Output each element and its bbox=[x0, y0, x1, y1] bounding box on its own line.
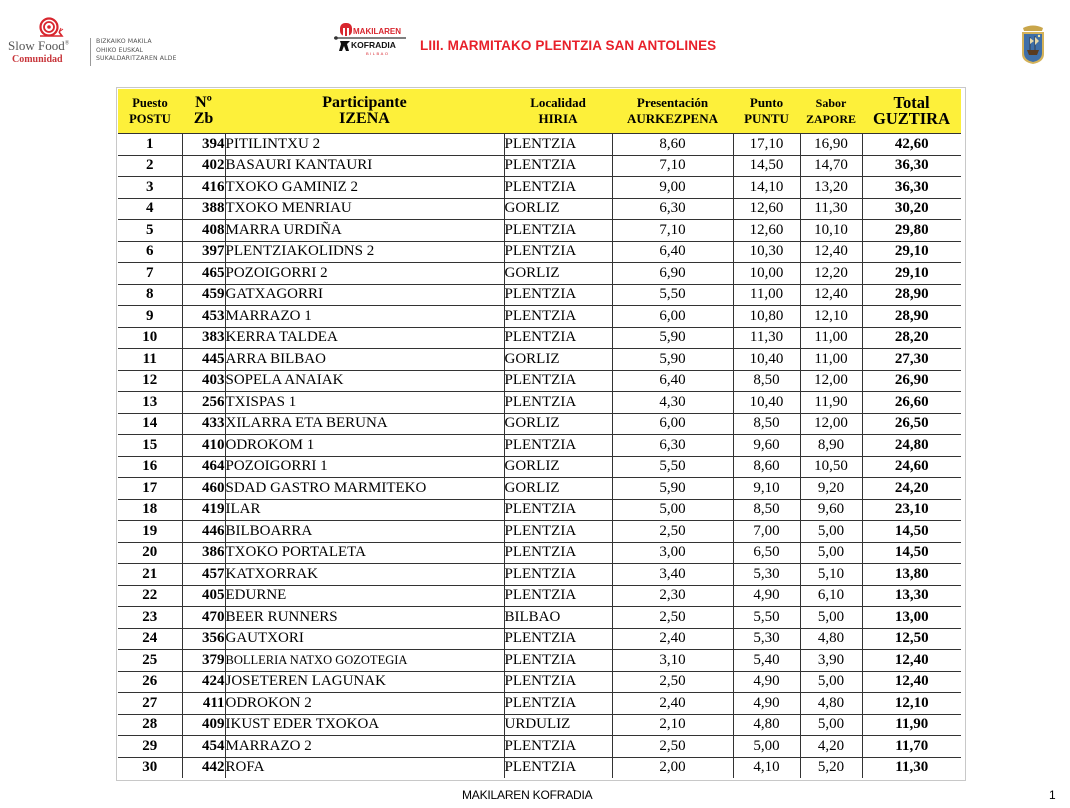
cell-locality: PLENTZIA bbox=[504, 370, 612, 392]
page-number: 1 bbox=[1049, 788, 1056, 802]
cell-position: 9 bbox=[118, 306, 182, 328]
cell-flavor: 4,80 bbox=[800, 693, 862, 715]
cell-presentation: 3,40 bbox=[612, 564, 733, 586]
table-row bbox=[118, 628, 961, 650]
cell-locality: PLENTZIA bbox=[504, 306, 612, 328]
cell-position: 15 bbox=[118, 435, 182, 457]
cell-total: 11,90 bbox=[862, 714, 961, 736]
cell-participant: EDURNE bbox=[225, 585, 504, 607]
cell-total: 12,50 bbox=[862, 628, 961, 650]
cell-position: 26 bbox=[118, 671, 182, 693]
header-punto: Punto PUNTU bbox=[733, 89, 800, 134]
cell-point: 8,50 bbox=[733, 413, 800, 435]
cell-flavor: 10,10 bbox=[800, 220, 862, 242]
cell-flavor: 9,20 bbox=[800, 478, 862, 500]
cell-position: 5 bbox=[118, 220, 182, 242]
cell-entry-number: 457 bbox=[182, 564, 225, 586]
municipal-crest-icon bbox=[1020, 22, 1046, 66]
cell-locality: PLENTZIA bbox=[504, 628, 612, 650]
cell-point: 4,90 bbox=[733, 585, 800, 607]
table-row bbox=[118, 392, 961, 414]
cell-presentation: 3,00 bbox=[612, 542, 733, 564]
cell-participant: ODROKOM 1 bbox=[225, 435, 504, 457]
cell-entry-number: 464 bbox=[182, 456, 225, 478]
cell-flavor: 5,00 bbox=[800, 542, 862, 564]
cell-participant: ILAR bbox=[225, 499, 504, 521]
cell-total: 13,80 bbox=[862, 564, 961, 586]
cell-presentation: 5,00 bbox=[612, 499, 733, 521]
cell-locality: GORLIZ bbox=[504, 456, 612, 478]
cell-position: 14 bbox=[118, 413, 182, 435]
cell-point: 6,50 bbox=[733, 542, 800, 564]
cell-participant: POZOIGORRI 1 bbox=[225, 456, 504, 478]
cell-participant: BILBOARRA bbox=[225, 521, 504, 543]
cell-entry-number: 445 bbox=[182, 349, 225, 371]
table-row bbox=[118, 693, 961, 715]
cell-participant: KATXORRAK bbox=[225, 564, 504, 586]
cell-position: 7 bbox=[118, 263, 182, 285]
snail-icon bbox=[38, 16, 64, 38]
cell-presentation: 2,40 bbox=[612, 628, 733, 650]
cell-total: 30,20 bbox=[862, 198, 961, 220]
cell-locality: GORLIZ bbox=[504, 349, 612, 371]
cell-flavor: 3,90 bbox=[800, 650, 862, 672]
cell-point: 8,50 bbox=[733, 370, 800, 392]
cell-locality: BILBAO bbox=[504, 607, 612, 629]
cell-position: 4 bbox=[118, 198, 182, 220]
cell-flavor: 12,00 bbox=[800, 370, 862, 392]
cell-total: 12,10 bbox=[862, 693, 961, 715]
cell-position: 13 bbox=[118, 392, 182, 414]
cell-presentation: 6,30 bbox=[612, 198, 733, 220]
cell-total: 29,80 bbox=[862, 220, 961, 242]
cell-position: 19 bbox=[118, 521, 182, 543]
table-header-row bbox=[118, 89, 961, 134]
cell-position: 17 bbox=[118, 478, 182, 500]
cell-presentation: 5,90 bbox=[612, 349, 733, 371]
table-row bbox=[118, 542, 961, 564]
cell-flavor: 11,90 bbox=[800, 392, 862, 414]
cell-point: 10,40 bbox=[733, 349, 800, 371]
cell-position: 6 bbox=[118, 241, 182, 263]
cell-position: 21 bbox=[118, 564, 182, 586]
cell-locality: PLENTZIA bbox=[504, 757, 612, 778]
cell-entry-number: 459 bbox=[182, 284, 225, 306]
cell-locality: PLENTZIA bbox=[504, 650, 612, 672]
cell-presentation: 4,30 bbox=[612, 392, 733, 414]
cell-participant: POZOIGORRI 2 bbox=[225, 263, 504, 285]
cell-position: 29 bbox=[118, 736, 182, 758]
cell-position: 24 bbox=[118, 628, 182, 650]
cell-total: 36,30 bbox=[862, 177, 961, 199]
cell-position: 1 bbox=[118, 134, 182, 156]
cell-participant: ODROKON 2 bbox=[225, 693, 504, 715]
table-row bbox=[118, 370, 961, 392]
cell-total: 28,90 bbox=[862, 284, 961, 306]
cell-flavor: 11,00 bbox=[800, 327, 862, 349]
cell-entry-number: 388 bbox=[182, 198, 225, 220]
cell-entry-number: 379 bbox=[182, 650, 225, 672]
cell-point: 8,60 bbox=[733, 456, 800, 478]
cell-position: 18 bbox=[118, 499, 182, 521]
table-row bbox=[118, 306, 961, 328]
cell-flavor: 14,70 bbox=[800, 155, 862, 177]
table-row bbox=[118, 435, 961, 457]
cell-presentation: 7,10 bbox=[612, 155, 733, 177]
cell-entry-number: 405 bbox=[182, 585, 225, 607]
header-presentacion: Presentación AURKEZPENA bbox=[612, 89, 733, 134]
cell-entry-number: 419 bbox=[182, 499, 225, 521]
cell-position: 28 bbox=[118, 714, 182, 736]
table-row bbox=[118, 177, 961, 199]
cell-total: 24,60 bbox=[862, 456, 961, 478]
cell-flavor: 11,00 bbox=[800, 349, 862, 371]
cell-participant: SDAD GASTRO MARMITEKO bbox=[225, 478, 504, 500]
cell-total: 13,30 bbox=[862, 585, 961, 607]
cell-locality: PLENTZIA bbox=[504, 220, 612, 242]
table-row bbox=[118, 585, 961, 607]
header-zb: Nº Zb bbox=[182, 89, 225, 134]
cell-total: 24,80 bbox=[862, 435, 961, 457]
cell-position: 12 bbox=[118, 370, 182, 392]
cell-participant: TXOKO GAMINIZ 2 bbox=[225, 177, 504, 199]
cell-entry-number: 394 bbox=[182, 134, 225, 156]
cell-flavor: 12,00 bbox=[800, 413, 862, 435]
cell-entry-number: 460 bbox=[182, 478, 225, 500]
table-row bbox=[118, 413, 961, 435]
cell-flavor: 12,40 bbox=[800, 284, 862, 306]
cell-presentation: 3,10 bbox=[612, 650, 733, 672]
cell-entry-number: 465 bbox=[182, 263, 225, 285]
cell-entry-number: 416 bbox=[182, 177, 225, 199]
cell-flavor: 16,90 bbox=[800, 134, 862, 156]
cell-locality: PLENTZIA bbox=[504, 241, 612, 263]
cell-flavor: 8,90 bbox=[800, 435, 862, 457]
cell-point: 5,30 bbox=[733, 628, 800, 650]
cell-participant: MARRAZO 1 bbox=[225, 306, 504, 328]
cell-participant: MARRAZO 2 bbox=[225, 736, 504, 758]
cell-position: 8 bbox=[118, 284, 182, 306]
cell-total: 42,60 bbox=[862, 134, 961, 156]
table-row bbox=[118, 607, 961, 629]
cell-flavor: 4,20 bbox=[800, 736, 862, 758]
cell-point: 10,00 bbox=[733, 263, 800, 285]
kofradia-line2: KOFRADIA bbox=[351, 40, 396, 50]
cell-total: 23,10 bbox=[862, 499, 961, 521]
cell-total: 24,20 bbox=[862, 478, 961, 500]
cell-flavor: 5,00 bbox=[800, 521, 862, 543]
footer-org-name: MAKILAREN KOFRADIA bbox=[462, 788, 593, 802]
cell-presentation: 6,40 bbox=[612, 241, 733, 263]
cell-total: 12,40 bbox=[862, 650, 961, 672]
cell-locality: PLENTZIA bbox=[504, 521, 612, 543]
cell-presentation: 5,90 bbox=[612, 478, 733, 500]
table-row bbox=[118, 757, 961, 778]
results-table bbox=[118, 89, 961, 778]
cell-locality: PLENTZIA bbox=[504, 435, 612, 457]
cell-total: 29,10 bbox=[862, 263, 961, 285]
table-row bbox=[118, 241, 961, 263]
cell-participant: XILARRA ETA BERUNA bbox=[225, 413, 504, 435]
cell-point: 4,90 bbox=[733, 671, 800, 693]
cell-presentation: 8,60 bbox=[612, 134, 733, 156]
cell-presentation: 7,10 bbox=[612, 220, 733, 242]
cell-total: 26,50 bbox=[862, 413, 961, 435]
cell-entry-number: 454 bbox=[182, 736, 225, 758]
cell-entry-number: 403 bbox=[182, 370, 225, 392]
cell-participant: TXISPAS 1 bbox=[225, 392, 504, 414]
cell-participant: IKUST EDER TXOKOA bbox=[225, 714, 504, 736]
kofradia-logo bbox=[334, 22, 410, 56]
cell-point: 8,50 bbox=[733, 499, 800, 521]
cell-participant: GATXAGORRI bbox=[225, 284, 504, 306]
table-row bbox=[118, 650, 961, 672]
cell-entry-number: 453 bbox=[182, 306, 225, 328]
cell-presentation: 2,30 bbox=[612, 585, 733, 607]
cell-point: 5,00 bbox=[733, 736, 800, 758]
cell-participant: PLENTZIAKOLIDNS 2 bbox=[225, 241, 504, 263]
cell-position: 23 bbox=[118, 607, 182, 629]
slow-food-logo bbox=[8, 16, 183, 66]
cell-entry-number: 383 bbox=[182, 327, 225, 349]
cell-locality: PLENTZIA bbox=[504, 585, 612, 607]
cell-point: 14,50 bbox=[733, 155, 800, 177]
cell-point: 9,60 bbox=[733, 435, 800, 457]
table-row bbox=[118, 499, 961, 521]
cell-point: 10,30 bbox=[733, 241, 800, 263]
cell-flavor: 5,00 bbox=[800, 607, 862, 629]
cell-point: 12,60 bbox=[733, 220, 800, 242]
table-row bbox=[118, 284, 961, 306]
cell-presentation: 2,50 bbox=[612, 521, 733, 543]
cell-presentation: 6,00 bbox=[612, 413, 733, 435]
cell-point: 5,30 bbox=[733, 564, 800, 586]
cell-locality: GORLIZ bbox=[504, 478, 612, 500]
cell-point: 5,50 bbox=[733, 607, 800, 629]
cell-presentation: 2,00 bbox=[612, 757, 733, 778]
cell-point: 11,00 bbox=[733, 284, 800, 306]
cell-total: 27,30 bbox=[862, 349, 961, 371]
cell-participant: JOSETEREN LAGUNAK bbox=[225, 671, 504, 693]
cell-presentation: 2,40 bbox=[612, 693, 733, 715]
cell-entry-number: 408 bbox=[182, 220, 225, 242]
cell-entry-number: 386 bbox=[182, 542, 225, 564]
cell-flavor: 5,00 bbox=[800, 714, 862, 736]
cell-presentation: 6,40 bbox=[612, 370, 733, 392]
cell-flavor: 12,10 bbox=[800, 306, 862, 328]
cell-position: 22 bbox=[118, 585, 182, 607]
header-localidad: Localidad HIRIA bbox=[504, 89, 612, 134]
table-row bbox=[118, 155, 961, 177]
slow-food-tagline: BIZKAIKO MAKILA OHIKO EUSKAL SUKALDARITZAREN ALDE bbox=[96, 38, 177, 63]
cell-participant: TXOKO PORTALETA bbox=[225, 542, 504, 564]
table-row bbox=[118, 714, 961, 736]
cell-position: 11 bbox=[118, 349, 182, 371]
cell-point: 12,60 bbox=[733, 198, 800, 220]
cell-presentation: 5,90 bbox=[612, 327, 733, 349]
cell-presentation: 2,50 bbox=[612, 671, 733, 693]
cell-total: 26,60 bbox=[862, 392, 961, 414]
cell-entry-number: 402 bbox=[182, 155, 225, 177]
table-row bbox=[118, 220, 961, 242]
cell-presentation: 6,00 bbox=[612, 306, 733, 328]
header-puesto: Puesto POSTU bbox=[118, 89, 182, 134]
cell-presentation: 6,90 bbox=[612, 263, 733, 285]
cell-total: 11,70 bbox=[862, 736, 961, 758]
cell-locality: PLENTZIA bbox=[504, 134, 612, 156]
cell-presentation: 5,50 bbox=[612, 284, 733, 306]
cell-position: 25 bbox=[118, 650, 182, 672]
cell-presentation: 2,10 bbox=[612, 714, 733, 736]
cell-entry-number: 446 bbox=[182, 521, 225, 543]
cell-position: 3 bbox=[118, 177, 182, 199]
header-total: Total GUZTIRA bbox=[862, 89, 961, 134]
cell-entry-number: 256 bbox=[182, 392, 225, 414]
cell-position: 16 bbox=[118, 456, 182, 478]
cell-entry-number: 433 bbox=[182, 413, 225, 435]
cell-total: 11,30 bbox=[862, 757, 961, 778]
cell-participant: ARRA BILBAO bbox=[225, 349, 504, 371]
cell-point: 4,80 bbox=[733, 714, 800, 736]
cell-participant: BOLLERIA NATXO GOZOTEGIA bbox=[225, 650, 504, 672]
header-participante: Participante IZENA bbox=[225, 89, 504, 134]
cell-point: 4,10 bbox=[733, 757, 800, 778]
logo-divider bbox=[90, 38, 91, 66]
table-row bbox=[118, 263, 961, 285]
cell-entry-number: 442 bbox=[182, 757, 225, 778]
document-title: LIII. MARMITAKO PLENTZIA SAN ANTOLINES bbox=[420, 38, 717, 53]
cell-participant: ROFA bbox=[225, 757, 504, 778]
cell-locality: PLENTZIA bbox=[504, 392, 612, 414]
cell-flavor: 13,20 bbox=[800, 177, 862, 199]
table-row bbox=[118, 134, 961, 156]
cell-point: 7,00 bbox=[733, 521, 800, 543]
table-row bbox=[118, 349, 961, 371]
cell-entry-number: 470 bbox=[182, 607, 225, 629]
cell-total: 29,10 bbox=[862, 241, 961, 263]
cell-locality: PLENTZIA bbox=[504, 284, 612, 306]
cell-point: 9,10 bbox=[733, 478, 800, 500]
cell-entry-number: 356 bbox=[182, 628, 225, 650]
cell-position: 20 bbox=[118, 542, 182, 564]
cell-flavor: 5,20 bbox=[800, 757, 862, 778]
table-row bbox=[118, 564, 961, 586]
cell-point: 11,30 bbox=[733, 327, 800, 349]
cell-flavor: 5,00 bbox=[800, 671, 862, 693]
cell-point: 17,10 bbox=[733, 134, 800, 156]
cell-total: 26,90 bbox=[862, 370, 961, 392]
cell-locality: GORLIZ bbox=[504, 413, 612, 435]
cell-locality: PLENTZIA bbox=[504, 327, 612, 349]
table-row bbox=[118, 456, 961, 478]
cell-entry-number: 424 bbox=[182, 671, 225, 693]
cell-flavor: 4,80 bbox=[800, 628, 862, 650]
cell-presentation: 6,30 bbox=[612, 435, 733, 457]
kofradia-line1: MAKILAREN bbox=[353, 27, 401, 36]
cell-total: 12,40 bbox=[862, 671, 961, 693]
cell-participant: BASAURI KANTAURI bbox=[225, 155, 504, 177]
cell-presentation: 2,50 bbox=[612, 607, 733, 629]
table-row bbox=[118, 736, 961, 758]
cell-participant: BEER RUNNERS bbox=[225, 607, 504, 629]
cell-position: 2 bbox=[118, 155, 182, 177]
cell-locality: GORLIZ bbox=[504, 263, 612, 285]
cell-participant: KERRA TALDEA bbox=[225, 327, 504, 349]
cell-locality: PLENTZIA bbox=[504, 693, 612, 715]
cell-flavor: 5,10 bbox=[800, 564, 862, 586]
slow-food-name: Slow Food® bbox=[8, 38, 70, 53]
cell-position: 27 bbox=[118, 693, 182, 715]
table-row bbox=[118, 671, 961, 693]
cell-presentation: 9,00 bbox=[612, 177, 733, 199]
cell-position: 10 bbox=[118, 327, 182, 349]
cell-flavor: 12,20 bbox=[800, 263, 862, 285]
table-body bbox=[118, 134, 961, 779]
cell-point: 10,80 bbox=[733, 306, 800, 328]
cell-locality: PLENTZIA bbox=[504, 177, 612, 199]
cell-entry-number: 410 bbox=[182, 435, 225, 457]
table-row bbox=[118, 521, 961, 543]
cell-total: 13,00 bbox=[862, 607, 961, 629]
cell-point: 5,40 bbox=[733, 650, 800, 672]
table-row bbox=[118, 198, 961, 220]
header-sabor: Sabor ZAPORE bbox=[800, 89, 862, 134]
cell-locality: URDULIZ bbox=[504, 714, 612, 736]
cell-total: 28,20 bbox=[862, 327, 961, 349]
table-row bbox=[118, 478, 961, 500]
kofradia-line3: BILBAO bbox=[366, 51, 390, 56]
slow-food-community: Comunidad bbox=[12, 54, 63, 65]
cell-locality: PLENTZIA bbox=[504, 671, 612, 693]
cell-participant: MARRA URDIÑA bbox=[225, 220, 504, 242]
cell-flavor: 9,60 bbox=[800, 499, 862, 521]
cell-participant: GAUTXORI bbox=[225, 628, 504, 650]
cell-participant: PITILINTXU 2 bbox=[225, 134, 504, 156]
cell-locality: PLENTZIA bbox=[504, 736, 612, 758]
cell-flavor: 12,40 bbox=[800, 241, 862, 263]
cell-total: 28,90 bbox=[862, 306, 961, 328]
cell-position: 30 bbox=[118, 757, 182, 778]
cell-locality: PLENTZIA bbox=[504, 155, 612, 177]
cell-flavor: 10,50 bbox=[800, 456, 862, 478]
cell-presentation: 2,50 bbox=[612, 736, 733, 758]
cell-point: 10,40 bbox=[733, 392, 800, 414]
cell-entry-number: 409 bbox=[182, 714, 225, 736]
cell-entry-number: 411 bbox=[182, 693, 225, 715]
cell-presentation: 5,50 bbox=[612, 456, 733, 478]
cell-participant: TXOKO MENRIAU bbox=[225, 198, 504, 220]
cell-locality: PLENTZIA bbox=[504, 499, 612, 521]
cell-point: 4,90 bbox=[733, 693, 800, 715]
cell-total: 14,50 bbox=[862, 542, 961, 564]
cell-flavor: 11,30 bbox=[800, 198, 862, 220]
cell-total: 36,30 bbox=[862, 155, 961, 177]
cell-point: 14,10 bbox=[733, 177, 800, 199]
cell-locality: GORLIZ bbox=[504, 198, 612, 220]
table-row bbox=[118, 327, 961, 349]
cell-locality: PLENTZIA bbox=[504, 564, 612, 586]
cell-entry-number: 397 bbox=[182, 241, 225, 263]
cell-locality: PLENTZIA bbox=[504, 542, 612, 564]
cell-total: 14,50 bbox=[862, 521, 961, 543]
cell-participant: SOPELA ANAIAK bbox=[225, 370, 504, 392]
cell-flavor: 6,10 bbox=[800, 585, 862, 607]
